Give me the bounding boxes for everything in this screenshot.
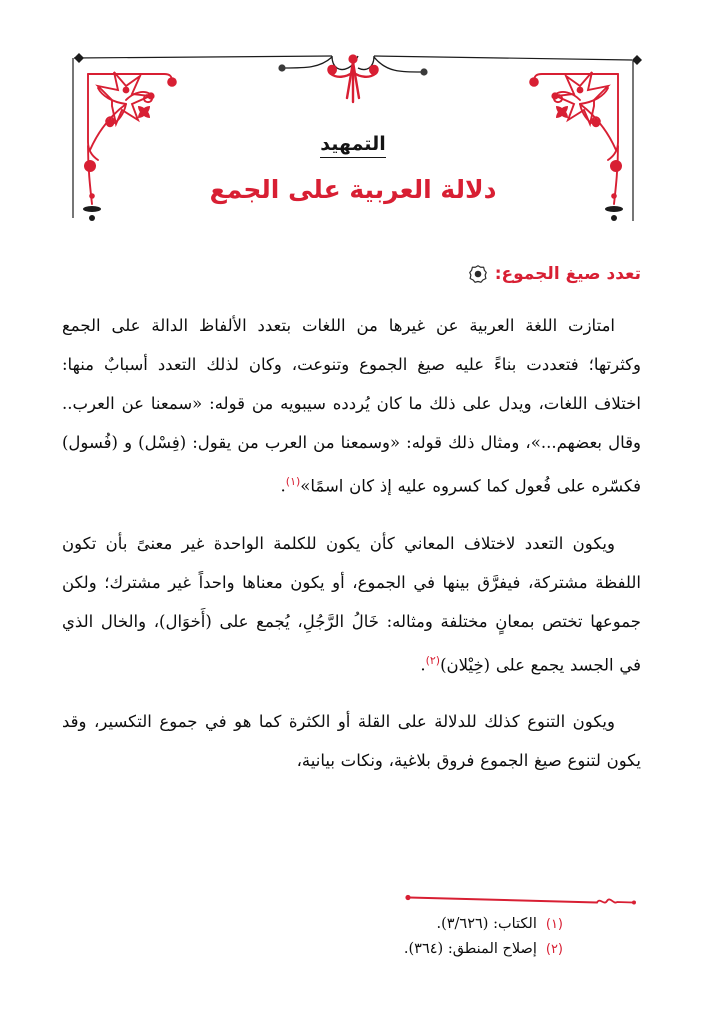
paragraph (62, 524, 641, 685)
footnote-marker: (١) (545, 917, 563, 932)
paragraph-text: ويكون التنوع كذلك للدلالة على القلة أو الكثرة كما هو في جموع التكسير، وقد يكون لتنوع صيغ الجموع فروق بلاغية، ونكات بيانية، (62, 712, 641, 770)
footnote-item (62, 912, 641, 937)
footnote-reference[interactable]: (١) (285, 475, 301, 488)
footnote-text: الكتاب: (٣/٦٢٦). (436, 916, 537, 932)
section-heading (469, 264, 641, 284)
footnote-list (62, 912, 641, 962)
paragraph-tail: . (280, 476, 286, 496)
footnote-area (62, 894, 641, 962)
paragraph (62, 702, 641, 780)
footnote-item (62, 937, 641, 962)
paragraph (62, 306, 641, 506)
eight-point-rosette-icon (469, 265, 487, 283)
chapter-header-block (68, 46, 638, 221)
paragraph-text: ويكون التعدد لاختلاف المعاني كأن يكون للكلمة الواحدة غير معنىً بأن تكون اللفظة مشتركة، فيفرَّق بينها في الجموع، أو يكون معناها واحداً غير مشترك؛ ولكن جموعها تختص بمعانٍ مختلفة ومثاله: خَالُ الرَّجُلِ، يُجمع على (أَخوَال)، والخال الذي في الجسد يجمع على (خِيْلان) (62, 533, 641, 674)
page-title: دلالة العربية على الجمع (209, 174, 497, 204)
chapter-kicker: التمهيد (320, 133, 385, 158)
body-text (62, 306, 641, 798)
chapter-title-group (68, 46, 638, 221)
paragraph-text: امتازت اللغة العربية عن غيرها من اللغات بتعدد الألفاظ الدالة على الجمع وكثرتها؛ فتعددت بناءً عليه صيغ الجموع وتنوعت، وكان لذلك التعدد أسبابٌ منها: اختلاف اللغات، ويدل على ذلك ما كان يُردده سيبويه من قوله: «سمعنا عن العرب.. وقال بعضهم...»، ومثال ذلك قوله: «وسمعنا من العرب من يقول: (فِسْل) و (فُسول) فكسّره على فُعول كما كسروه عليه إذ كان اسمًا» (62, 316, 641, 496)
footnote-separator-rule (401, 894, 641, 908)
footnote-text: إصلاح المنطق: (٣٦٤). (403, 941, 537, 957)
footnote-marker: (٢) (545, 942, 563, 957)
footnote-reference[interactable]: (٢) (425, 653, 441, 667)
paragraph-tail: . (420, 655, 426, 674)
section-heading-label: تعدد صيغ الجموع: (494, 264, 641, 284)
